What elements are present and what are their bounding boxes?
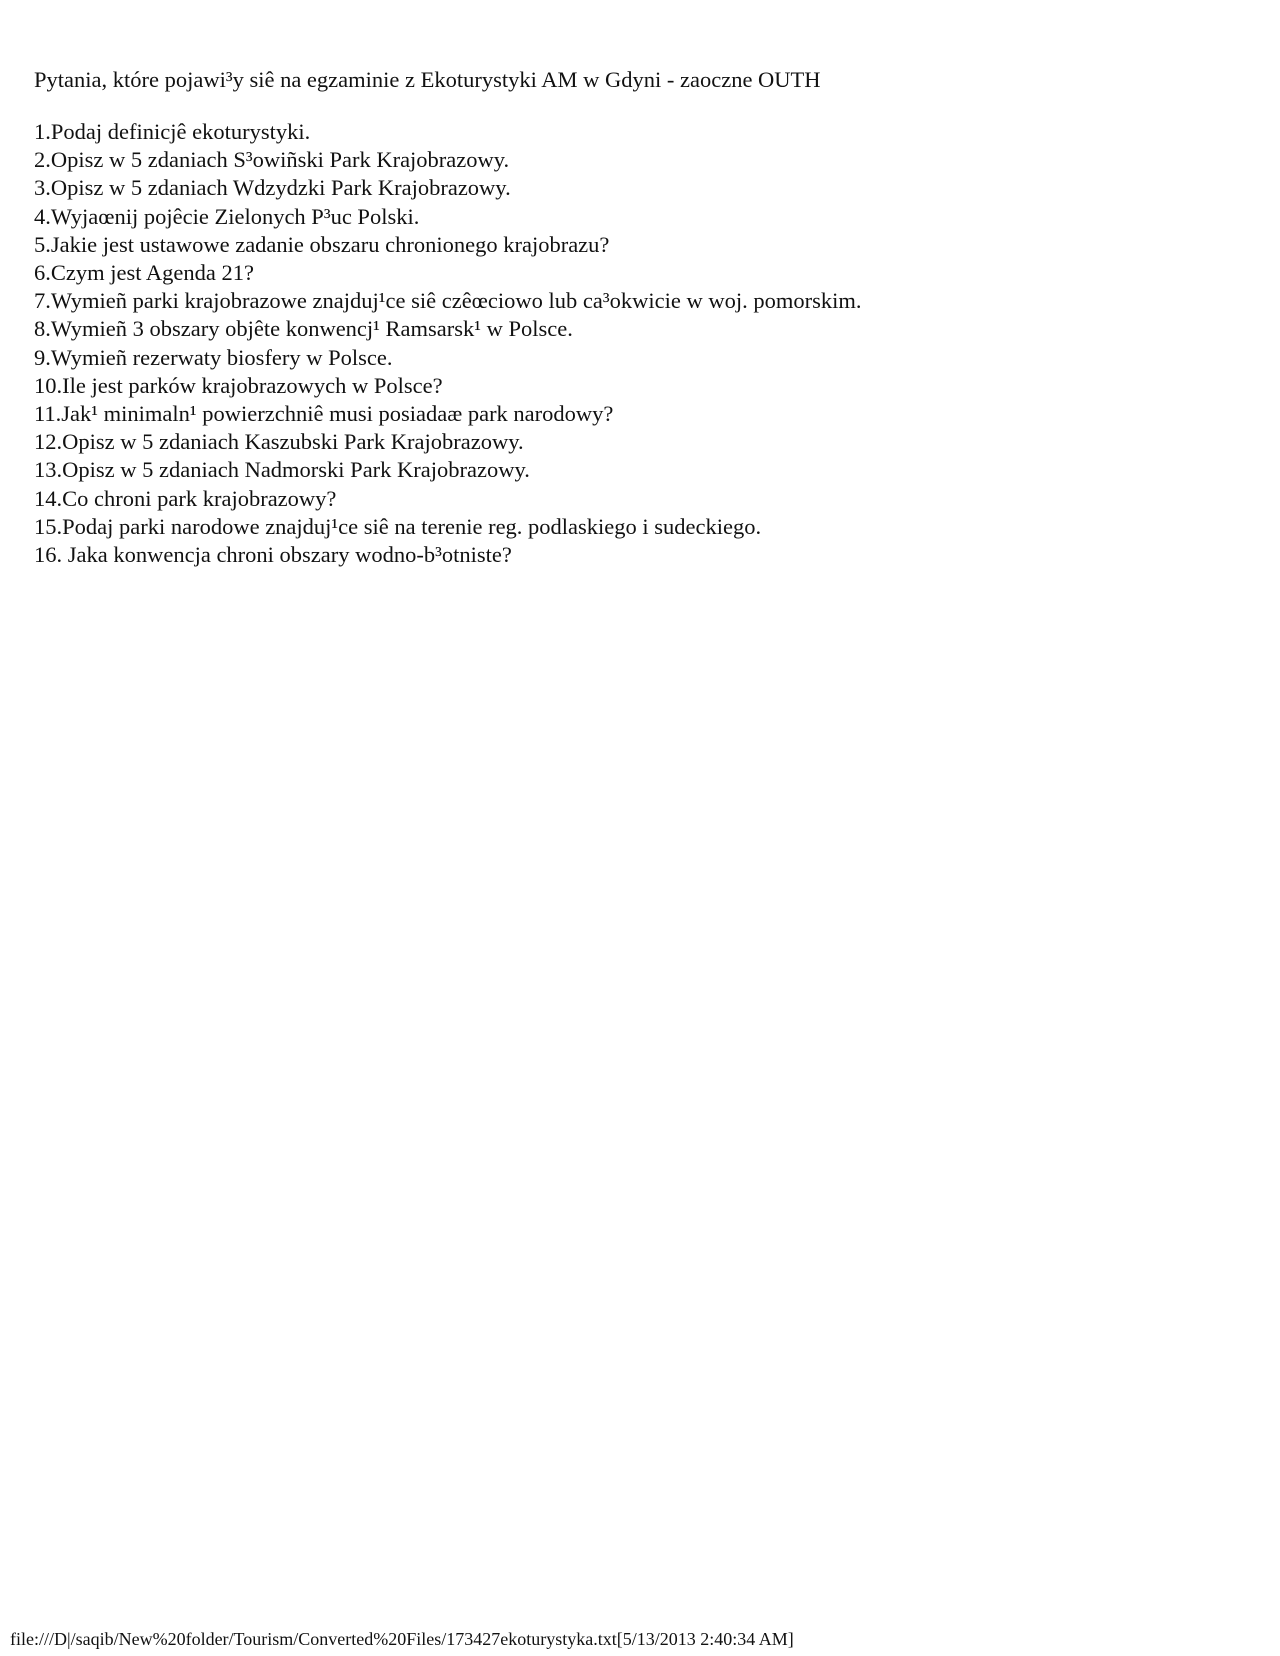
footer-file-path: file:///D|/saqib/New%20folder/Tourism/Converted%20Files/173427ekoturystyka.txt[5/13/2013 2:40:34 AM]: [10, 1629, 794, 1649]
question-item: 7.Wymieñ parki krajobrazowe znajduj¹ce siê czêœciowo lub ca³okwicie w woj. pomorskim.: [34, 288, 862, 314]
question-item: 13.Opisz w 5 zdaniach Nadmorski Park Krajobrazowy.: [34, 457, 530, 483]
question-item: 15.Podaj parki narodowe znajduj¹ce siê na terenie reg. podlaskiego i sudeckiego.: [34, 513, 762, 539]
question-item: 16. Jaka konwencja chroni obszary wodno-b³otniste?: [34, 542, 512, 568]
question-item: 4.Wyjaœnij pojêcie Zielonych P³uc Polski.: [34, 203, 420, 229]
question-item: 5.Jakie jest ustawowe zadanie obszaru chronionego krajobrazu?: [34, 231, 610, 257]
question-list: [34, 118, 1254, 569]
question-item: 1.Podaj definicjê ekoturystyki.: [34, 119, 311, 144]
document-title: Pytania, które pojawi³y siê na egzaminie z Ekoturystyki AM w Gdyni - zaoczne OUTH: [34, 67, 821, 92]
question-item: 2.Opisz w 5 zdaniach S³owiñski Park Krajobrazowy.: [34, 147, 510, 173]
question-item: 11.Jak¹ minimaln¹ powierzchniê musi posiadaæ park narodowy?: [34, 401, 614, 427]
question-item: 6.Czym jest Agenda 21?: [34, 260, 254, 286]
question-item: 14.Co chroni park krajobrazowy?: [34, 485, 337, 511]
question-item: 10.Ile jest parków krajobrazowych w Polsce?: [34, 372, 443, 398]
question-item: 12.Opisz w 5 zdaniach Kaszubski Park Krajobrazowy.: [34, 429, 524, 455]
question-item: 9.Wymieñ rezerwaty biosfery w Polsce.: [34, 344, 393, 370]
question-item: 3.Opisz w 5 zdaniach Wdzydzki Park Krajobrazowy.: [34, 175, 511, 201]
question-item: 8.Wymieñ 3 obszary objête konwencj¹ Ramsarsk¹ w Polsce.: [34, 316, 573, 342]
document-body: [34, 66, 1254, 569]
